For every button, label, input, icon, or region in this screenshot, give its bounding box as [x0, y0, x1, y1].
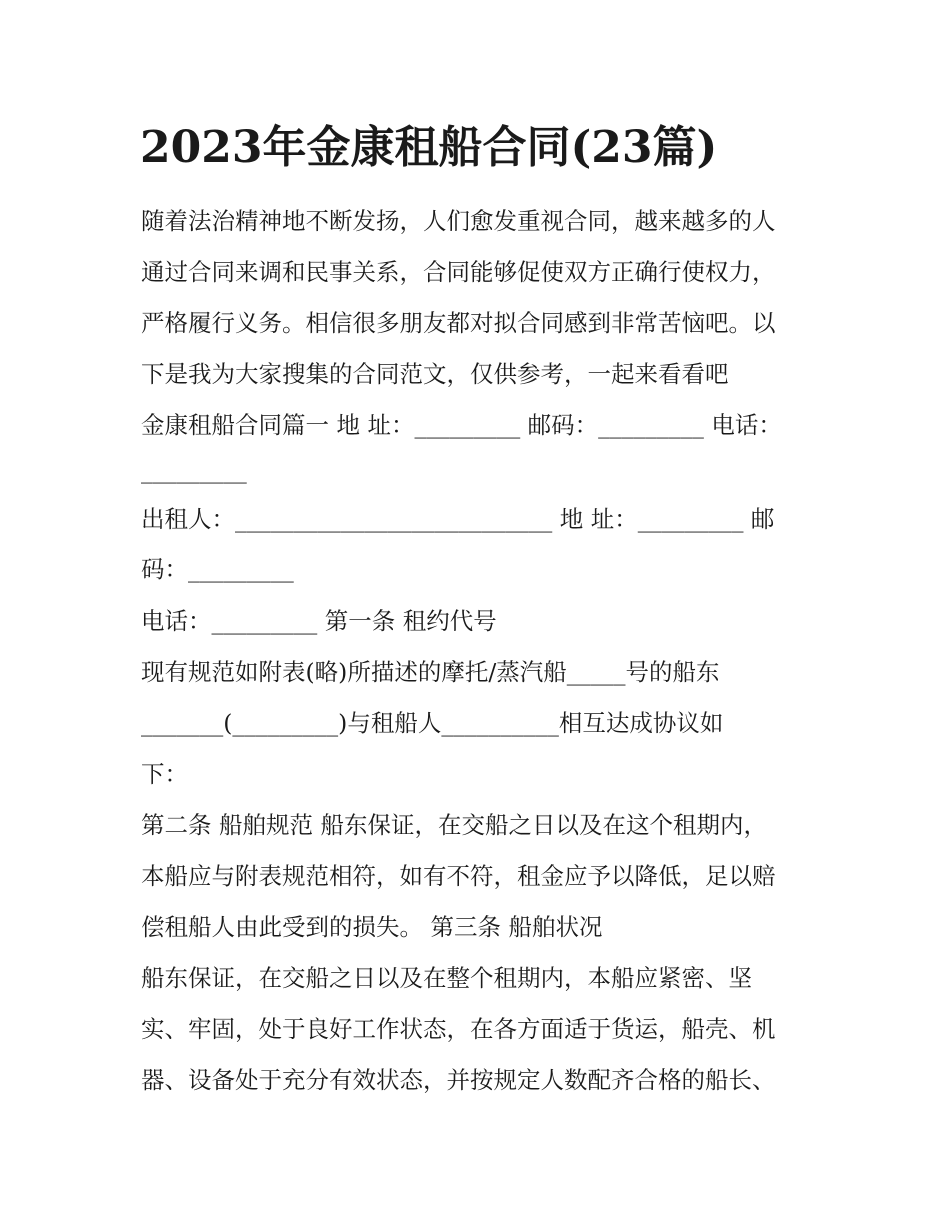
paragraph-line: 船东保证，在交船之日以及在整个租期内，本船应紧密、坚 [141, 964, 752, 992]
paragraph-line: _______(_________)与租船人__________相互达成协议如 [141, 709, 724, 737]
paragraph-line: 下是我为大家搜集的合同范文，仅供参考，一起来看看吧 [141, 360, 729, 388]
paragraph-line: 通过合同来调和民事关系，合同能够促使双方正确行使权力， [141, 258, 776, 286]
paragraph-line: 器、设备处于充分有效状态，并按规定人数配齐合格的船长、 [141, 1066, 776, 1094]
paragraph-line: 偿租船人由此受到的损失。 第三条 船舶状况 [141, 913, 603, 941]
paragraph-line: 严格履行义务。相信很多朋友都对拟合同感到非常苦恼吧。以 [141, 309, 776, 337]
paragraph-line: 本船应与附表规范相符，如有不符，租金应予以降低，足以赔 [141, 862, 776, 890]
paragraph-line: 出租人：___________________________ 地 址：_________ 邮 [141, 505, 775, 533]
paragraph-line: 现有规范如附表(略)所描述的摩托/蒸汽船_____号的船东 [141, 658, 720, 686]
paragraph-line: 金康租船合同篇一 地 址：_________ 邮码：_________ 电话： [141, 411, 782, 439]
paragraph-line: 实、牢固，处于良好工作状态，在各方面适于货运，船壳、机 [141, 1015, 776, 1043]
paragraph-line: 下： [141, 760, 188, 788]
paragraph-line: 电话：_________ 第一条 租约代号 [141, 607, 497, 635]
paragraph-line: _________ [141, 456, 247, 484]
paragraph-line: 随着法治精神地不断发扬，人们愈发重视合同，越来越多的人 [141, 207, 776, 235]
document-title: 2023年金康租船合同(23篇) [140, 122, 718, 173]
paragraph-line: 第二条 船舶规范 船东保证，在交船之日以及在这个租期内， [141, 811, 767, 839]
paragraph-line: 码：_________ [141, 555, 294, 583]
